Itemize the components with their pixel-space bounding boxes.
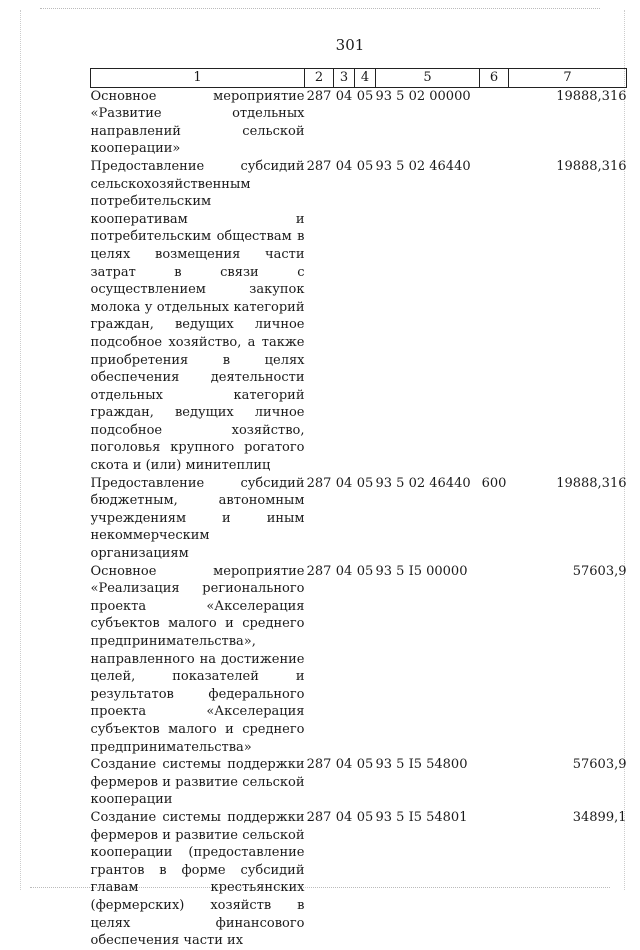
- row-amount: 19888,316: [556, 158, 627, 174]
- row-ministry-code: 287: [306, 88, 332, 104]
- header-col-7: 7: [509, 69, 627, 88]
- row-name: Предоставление субсидий бюджетным, автономным учреждениям и иным некоммерческим организациям: [90, 475, 305, 562]
- row-ministry-code: 287: [306, 158, 332, 174]
- row-subsection-code: 05: [356, 757, 374, 773]
- row-expense-type: [480, 87, 509, 158]
- row-expense-type: [480, 158, 509, 475]
- row-section-code: 04: [335, 88, 353, 104]
- header-col-4: 4: [355, 69, 376, 88]
- table-row: [91, 475, 627, 563]
- header-col-5: 5: [376, 69, 480, 88]
- row-target-article: 93 5 02 00000: [375, 88, 471, 104]
- row-subsection-code: 05: [356, 809, 374, 825]
- row-expense-type: [480, 809, 509, 950]
- row-ministry-code: 287: [306, 563, 332, 579]
- page-number: 301: [335, 36, 365, 54]
- table-row: [91, 87, 627, 158]
- row-target-article: 93 5 I5 54800: [375, 757, 468, 773]
- row-amount: 57603,9: [572, 757, 627, 773]
- row-name: Основное мероприятие «Развитие отдельных направлений сельской кооперации»: [90, 88, 305, 157]
- row-subsection-code: 05: [356, 563, 374, 579]
- row-name: Создание системы поддержки фермеров и развитие сельской кооперации: [90, 757, 305, 808]
- row-amount: 19888,316: [556, 475, 627, 491]
- row-target-article: 93 5 02 46440: [375, 158, 471, 174]
- row-target-article: 93 5 02 46440: [375, 475, 471, 491]
- table-row: [91, 809, 627, 950]
- row-subsection-code: 05: [356, 88, 374, 104]
- budget-table: [90, 68, 627, 950]
- table-row: [91, 158, 627, 475]
- row-subsection-code: 05: [356, 158, 374, 174]
- row-name: Создание системы поддержки фермеров и развитие сельской кооперации (предоставление грантов в форме субсидий главам крестьянских (фермерских) хозяйств в целях финансового обеспечения части их: [90, 809, 305, 949]
- row-amount: 34899,1: [572, 809, 627, 825]
- row-section-code: 04: [335, 475, 353, 491]
- row-amount: 19888,316: [556, 88, 627, 104]
- header-row: [91, 69, 627, 88]
- table-row: [91, 563, 627, 757]
- row-section-code: 04: [335, 757, 353, 773]
- row-ministry-code: 287: [306, 475, 332, 491]
- row-target-article: 93 5 I5 54801: [375, 809, 468, 825]
- row-expense-type: [480, 756, 509, 809]
- row-expense-type: [480, 563, 509, 757]
- row-section-code: 04: [335, 809, 353, 825]
- table-row: [91, 756, 627, 809]
- row-section-code: 04: [335, 563, 353, 579]
- row-ministry-code: 287: [306, 757, 332, 773]
- row-target-article: 93 5 I5 00000: [375, 563, 468, 579]
- row-name: Основное мероприятие «Реализация регионального проекта «Акселерация субъектов малого и среднего предпринимательства», направленного на достижение целей, показателей и результатов федерального проекта «Акселерация субъектов малого и среднего предпринимательства»: [90, 563, 305, 755]
- header-col-6: 6: [480, 69, 509, 88]
- row-name: Предоставление субсидий сельскохозяйственным потребительским кооперативам и потребительским обществам в целях возмещения части затрат в связи с осуществлением закупок молока у отдельных категорий граждан, ведущих личное подсобное хозяйство, а также приобретения в целях обеспечения деятельности отдельных категорий граждан, ведущих личное подсобное хозяйство, поголовья крупного рогатого скота и (или) минитеплиц: [90, 158, 305, 474]
- row-subsection-code: 05: [356, 475, 374, 491]
- page-edge-top: [40, 8, 600, 9]
- header-col-2: 2: [305, 69, 334, 88]
- row-ministry-code: 287: [306, 809, 332, 825]
- header-col-3: 3: [334, 69, 355, 88]
- row-amount: 57603,9: [572, 563, 627, 579]
- header-col-1: 1: [91, 69, 305, 88]
- row-section-code: 04: [335, 158, 353, 174]
- row-expense-type: 600: [481, 475, 507, 491]
- page-edge-left: [20, 10, 21, 890]
